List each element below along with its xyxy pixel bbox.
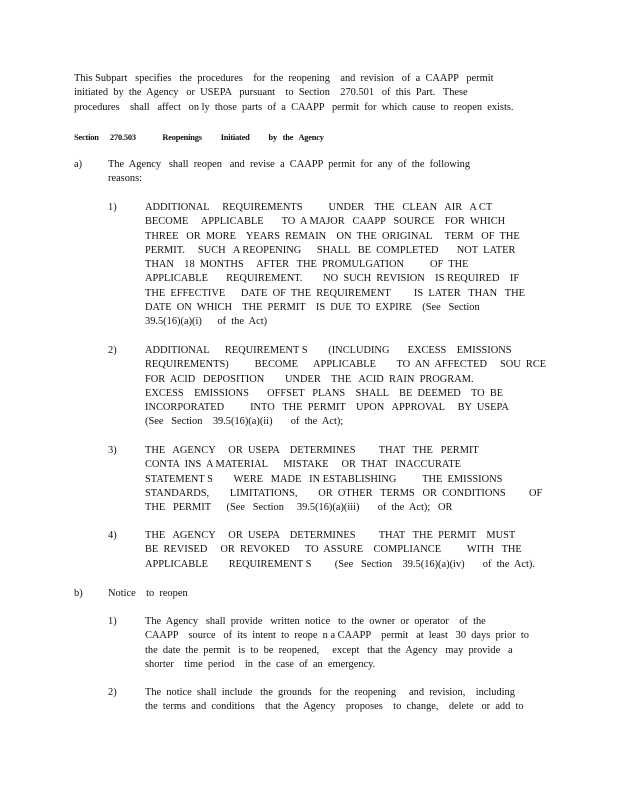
item-line: CONTA INS A MATERIAL MISTAKE OR THAT INACCURATE [145, 459, 461, 471]
item-line: THREE OR MORE YEARS REMAIN ON THE ORIGINAL TERM OF THE [145, 230, 520, 242]
item-line: The notice shall include the grounds for the reopening and revision, including [145, 687, 515, 698]
item-line: ADDITIONAL REQUIREMENTS UNDER THE CLEAN AIR A CT [145, 202, 493, 213]
subsection-a-lead [108, 158, 470, 187]
item-line: BECOME APPLICABLE TO A MAJOR CAAPP SOURCE FOR WHICH [145, 216, 506, 228]
item-a1-mark: 1) [108, 202, 117, 213]
item-line: REQUIREMENTS) BECOME APPLICABLE TO AN AFFECTED SOU RCE [145, 359, 547, 371]
lead-line: Notice to reopen [108, 588, 188, 599]
item-line: The Agency shall provide written notice to the owner or operator of the [145, 616, 486, 627]
subsection-b-mark: b) [74, 588, 83, 599]
item-b2-mark: 2) [108, 687, 117, 698]
item-a1-text [145, 201, 525, 330]
item-line: APPLICABLE REQUIREMENT S (See Section 39.5(16)(a)(iv) of the Act). [145, 558, 535, 570]
item-line: THE EFFECTIVE DATE OF THE REQUIREMENT IS LATER THAN THE [145, 287, 525, 299]
item-line: STATEMENT S WERE MADE IN ESTABLISHING THE EMISSIONS [145, 473, 503, 485]
item-a3-mark: 3) [108, 445, 117, 456]
item-line: 39.5(16)(a)(i) of the Act) [145, 316, 268, 328]
intro-line: initiated by the Agency or USEPA pursuant to Section 270.501 of this Part. These [74, 87, 468, 99]
lead-line: The Agency shall reopen and revise a CAAPP permit for any of the following [108, 159, 471, 170]
item-line: APPLICABLE REQUIREMENT. NO SUCH REVISION IS REQUIRED IF [145, 273, 520, 285]
item-line: the terms and conditions that the Agency proposes to change, delete or add to [145, 701, 524, 713]
item-line: THE AGENCY OR USEPA DETERMINES THAT THE PERMIT MUST [145, 530, 516, 541]
item-line: BE REVISED OR REVOKED TO ASSURE COMPLIANCE WITH THE [145, 544, 522, 556]
item-line: INCORPORATED INTO THE PERMIT UPON APPROVAL BY USEPA [145, 402, 509, 414]
item-a4-text [145, 529, 535, 572]
intro-line: This Subpart specifies the procedures for the reopening and revision of a CAAPP permit [74, 73, 494, 84]
intro-paragraph [74, 72, 524, 115]
item-a2-text [145, 344, 546, 430]
item-line: (See Section 39.5(16)(a)(ii) of the Act); [145, 416, 344, 428]
item-line: THAN 18 MONTHS AFTER THE PROMULGATION OF THE [145, 259, 469, 271]
item-line: THE AGENCY OR USEPA DETERMINES THAT THE PERMIT [145, 445, 479, 456]
item-a2-mark: 2) [108, 345, 117, 356]
item-b2-text [145, 686, 524, 715]
item-line: DATE ON WHICH THE PERMIT IS DUE TO EXPIRE (See Section [145, 302, 480, 314]
section-heading: Section 270.503 Reopenings Initiated by the Agency [74, 133, 324, 142]
item-line: the date the permit is to be reopened, except that the Agency may provide a [145, 644, 513, 656]
subsection-a-mark: a) [74, 159, 83, 170]
intro-line: procedures shall affect on ly those parts of a CAAPP permit for which cause to reopen exists. [74, 101, 514, 113]
item-line: PERMIT. SUCH A REOPENING SHALL BE COMPLETED NOT LATER [145, 244, 516, 256]
item-line: shorter time period in the case of an emergency. [145, 658, 376, 670]
item-line: ADDITIONAL REQUIREMENT S (INCLUDING EXCESS EMISSIONS [145, 345, 512, 356]
item-line: THE PERMIT (See Section 39.5(16)(a)(iii) of the Act); OR [145, 502, 453, 514]
item-b1-text [145, 615, 529, 672]
item-line: CAAPP source of its intent to reope n a CAAPP permit at least 30 days prior to [145, 630, 529, 642]
item-b1-mark: 1) [108, 616, 117, 627]
item-a3-text [145, 444, 542, 515]
item-line: EXCESS EMISSIONS OFFSET PLANS SHALL BE DEEMED TO BE [145, 387, 504, 399]
lead-line: reasons: [108, 173, 143, 185]
item-line: FOR ACID DEPOSITION UNDER THE ACID RAIN PROGRAM. [145, 373, 474, 385]
item-line: STANDARDS, LIMITATIONS, OR OTHER TERMS OR CONDITIONS OF [145, 487, 543, 499]
item-a4-mark: 4) [108, 530, 117, 541]
subsection-b-lead [108, 587, 188, 601]
